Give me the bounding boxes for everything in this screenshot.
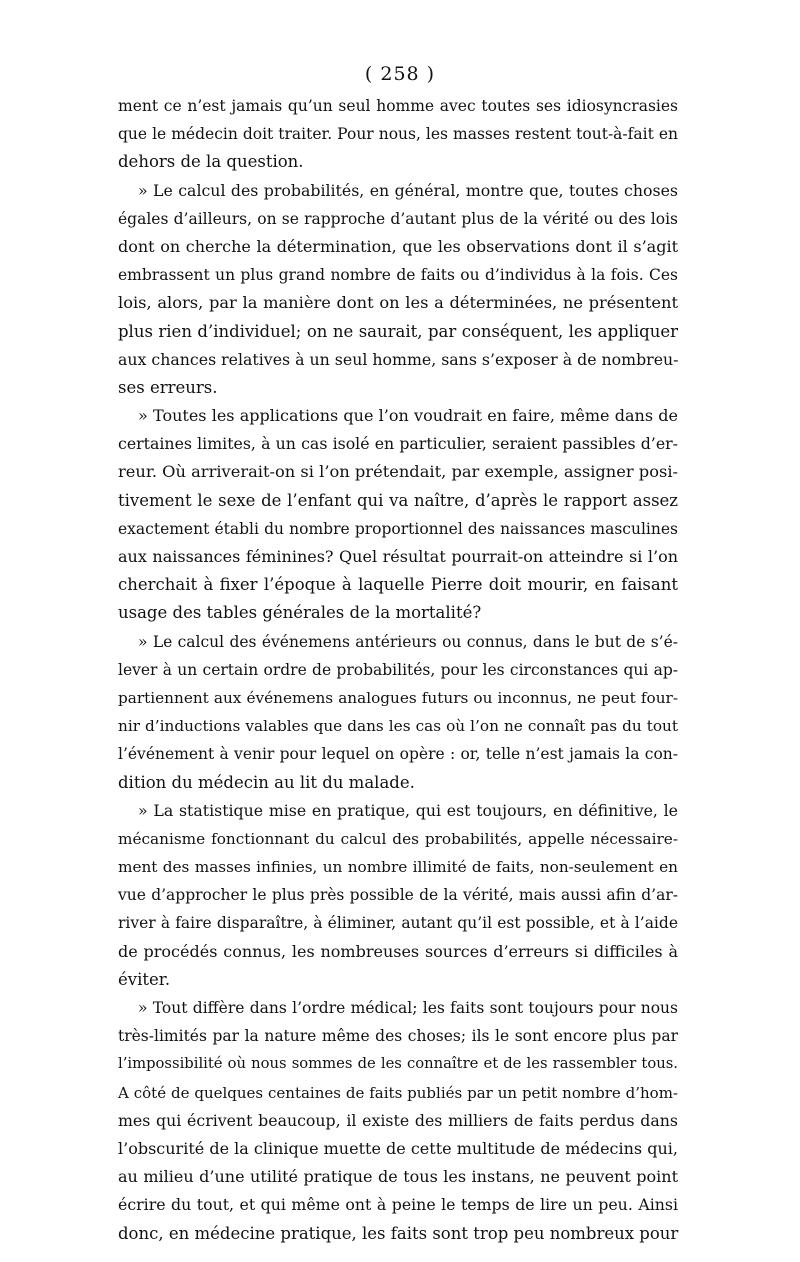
text-line: lois, alors, par la manière dont on les a déterminées, ne présentent — [118, 293, 678, 313]
body-text — [118, 92, 678, 1248]
text-line: de procédés connus, les nombreuses sources d’erreurs si difficiles à — [118, 941, 678, 961]
text-line: ment ce n’est jamais qu’un seul homme avec toutes ses idiosyncrasies — [118, 97, 678, 115]
text-line: écrire du tout, et qui même ont à peine le temps de lire un peu. Ainsi — [118, 1195, 678, 1215]
text-line: éviter. — [118, 969, 171, 989]
text-line: mécanisme fonctionnant du calcul des probabilités, appelle nécessaire- — [118, 829, 678, 848]
text-line: très-limités par la nature même des choses; ils le sont encore plus par — [118, 1027, 678, 1046]
text-line: usage des tables générales de la mortalité? — [118, 603, 482, 623]
page-number: ( 258 ) — [364, 63, 436, 85]
text-line: au milieu d’une utilité pratique de tous les instans, ne peuvent point — [118, 1167, 678, 1187]
text-line: tivement le sexe de l’enfant qui va naître, d’après le rapport assez — [118, 490, 678, 510]
text-line: partiennent aux événemens analogues futurs ou inconnus, ne peut four- — [118, 688, 678, 707]
text-line: plus rien d’individuel; on ne saurait, par conséquent, les appliquer — [118, 321, 678, 341]
text-line: aux naissances féminines? Quel résultat pourrait-on atteindre si l’on — [118, 547, 678, 566]
text-line: dehors de la question. — [118, 152, 304, 172]
text-line: reur. Où arriverait-on si l’on prétendait, par exemple, assigner posi- — [118, 462, 679, 482]
text-line: vue d’approcher le plus près possible de la vérité, mais aussi afin d’ar- — [118, 886, 678, 905]
text-line: certaines limites, à un cas isolé en particulier, seraient passibles d’er- — [118, 434, 678, 454]
text-line: embrassent un plus grand nombre de faits ou d’individus à la fois. Ces — [118, 266, 678, 285]
text-line: dont on cherche la détermination, que les observations dont il s’agit — [118, 236, 678, 256]
text-line: donc, en médecine pratique, les faits sont trop peu nombreux pour — [118, 1223, 679, 1243]
text-line: » Toutes les applications que l’on voudrait en faire, même dans de — [138, 406, 678, 426]
text-line: ses erreurs. — [118, 377, 218, 397]
text-line: river à faire disparaître, à éliminer, autant qu’il est possible, et à l’aide — [118, 914, 678, 933]
text-line: exactement établi du nombre proportionnel des naissances masculines — [118, 519, 678, 538]
text-line: aux chances relatives à un seul homme, sans s’exposer à de nombreu- — [118, 349, 679, 369]
text-line: A côté de quelques centaines de faits publiés par un petit nombre d’hom- — [118, 1083, 678, 1102]
text-line: ment des masses infinies, un nombre illimité de faits, non-seulement en — [118, 858, 678, 877]
text-line: lever à un certain ordre de probabilités, pour les circonstances qui ap- — [118, 660, 678, 679]
text-line: » La statistique mise en pratique, qui est toujours, en définitive, le — [138, 800, 678, 820]
text-line: » Tout diffère dans l’ordre médical; les faits sont toujours pour nous — [138, 999, 678, 1017]
text-line: l’obscurité de la clinique muette de cette multitude de médecins qui, — [118, 1138, 678, 1158]
text-line: » Le calcul des probabilités, en général, montre que, toutes choses — [138, 180, 678, 200]
text-line: que le médecin doit traiter. Pour nous, les masses restent tout-à-fait en — [118, 125, 678, 144]
text-line: cherchait à fixer l’époque à laquelle Pierre doit mourir, en faisant — [118, 575, 678, 595]
text-line: mes qui écrivent beaucoup, il existe des milliers de faits perdus dans — [118, 1110, 678, 1130]
text-line: égales d’ailleurs, on se rapproche d’autant plus de la vérité ou des lois — [118, 209, 678, 228]
text-line: l’impossibilité où nous sommes de les connaître et de les rassembler tous. — [118, 1055, 678, 1073]
text-line: nir d’inductions valables que dans les cas où l’on ne connaît pas du tout — [118, 717, 678, 736]
text-line: dition du médecin au lit du malade. — [118, 772, 415, 792]
text-line: l’événement à venir pour lequel on opère : or, telle n’est jamais la con- — [118, 745, 678, 764]
text-line: » Le calcul des événemens antérieurs ou connus, dans le but de s’é- — [138, 632, 678, 651]
